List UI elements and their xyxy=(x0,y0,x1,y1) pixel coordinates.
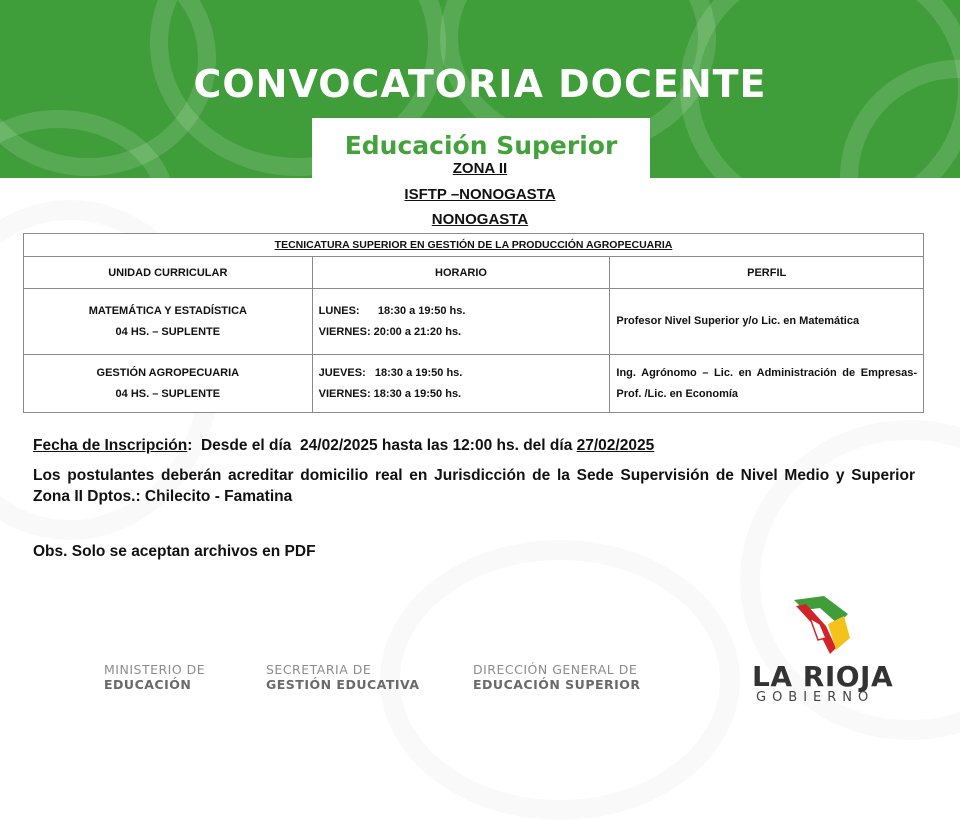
logo-line: DIRECCIÓN GENERAL DE xyxy=(473,662,638,677)
city-label: NONOGASTA xyxy=(431,211,529,228)
unidad-hours: 04 HS. – SUPLENTE xyxy=(115,325,221,338)
domicilio-text: Los postulantes deberán acreditar domicilio real en Jurisdicción de la Sede Supervisión de Nivel Medio y Superior Zona II Dptos.: Chilecito - Famatina xyxy=(33,467,915,505)
table-header-row xyxy=(24,257,924,289)
unidad-name: MATEMÁTICA Y ESTADÍSTICA xyxy=(88,304,247,317)
logo-line: EDUCACIÓN xyxy=(104,677,192,692)
brand-subtitle: GOBIERNO xyxy=(756,690,875,705)
institute-label: ISFTP –NONOGASTA xyxy=(404,186,556,203)
positions-table xyxy=(23,233,924,413)
fecha-end: 27/02/2025 xyxy=(576,437,655,454)
perfil-cell: Ing. Agrónomo – Lic. en Administración de Empresas- Prof. /Lic. en Economía xyxy=(610,355,924,413)
column-header: UNIDAD CURRICULAR xyxy=(24,257,313,289)
logo-direccion xyxy=(473,662,641,692)
logo-line: EDUCACIÓN SUPERIOR xyxy=(473,677,641,692)
perfil-cell: Profesor Nivel Superior y/o Lic. en Matemática xyxy=(610,289,924,355)
table-caption: TECNICATURA SUPERIOR EN GESTIÓN DE LA PRODUCCIÓN AGROPECUARIA xyxy=(24,234,924,257)
logo-line: SECRETARIA DE xyxy=(266,662,372,677)
fecha-label: Fecha de Inscripción xyxy=(33,437,188,454)
column-header: PERFIL xyxy=(610,257,924,289)
horario-line: VIERNES: 18:30 a 19:50 hs. xyxy=(318,387,462,400)
horario-cell xyxy=(312,289,610,355)
obs-text: Obs. Solo se aceptan archivos en PDF xyxy=(33,543,316,560)
column-header: HORARIO xyxy=(312,257,610,289)
horario-line: JUEVES: 18:30 a 19:50 hs. xyxy=(318,366,463,379)
table-row xyxy=(24,289,924,355)
brand-title: LA RIOJA xyxy=(752,660,894,693)
table-row xyxy=(24,355,924,413)
horario-cell xyxy=(312,355,610,413)
unidad-cell xyxy=(24,355,313,413)
unidad-name: GESTIÓN AGROPECUARIA xyxy=(96,366,240,379)
page-subtitle: Educación Superior xyxy=(344,131,618,160)
fecha-inscripcion xyxy=(33,435,915,456)
la-rioja-emblem-icon xyxy=(790,594,854,658)
horario-line: LUNES: 18:30 a 19:50 hs. xyxy=(318,304,466,317)
logo-secretaria xyxy=(266,662,420,692)
logo-line: MINISTERIO DE xyxy=(104,662,206,677)
unidad-hours: 04 HS. – SUPLENTE xyxy=(115,387,221,400)
page-title: CONVOCATORIA DOCENTE xyxy=(193,62,767,106)
unidad-cell xyxy=(24,289,313,355)
fecha-text: : Desde el día 24/02/2025 hasta las 12:00 hs. del día xyxy=(187,437,577,454)
zona-label: ZONA II xyxy=(452,160,508,177)
logo-line: GESTIÓN EDUCATIVA xyxy=(266,677,420,692)
logo-ministerio xyxy=(104,662,205,692)
horario-line: VIERNES: 20:00 a 21:20 hs. xyxy=(318,325,462,338)
